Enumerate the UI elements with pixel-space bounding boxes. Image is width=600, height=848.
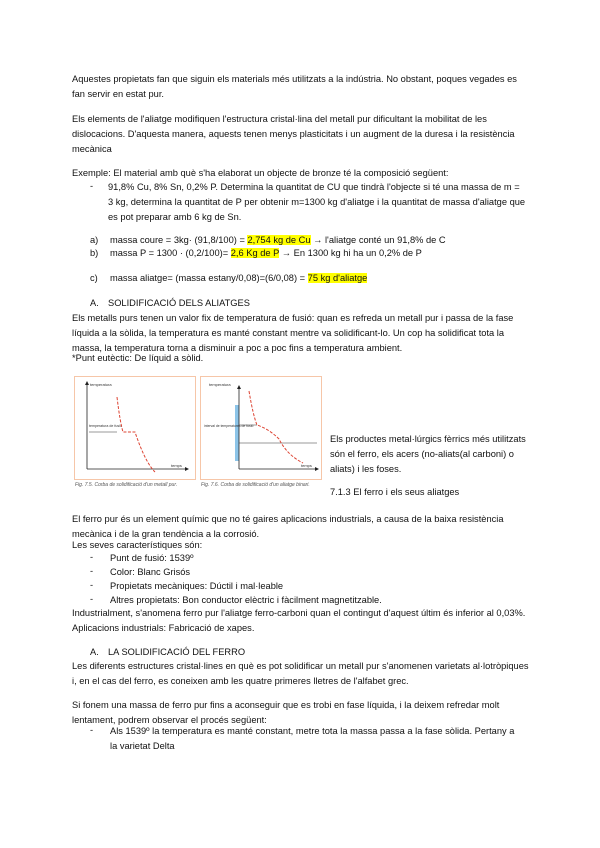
answer-c-text: massa aliatge= (massa estany/0,08)=(6/0,08) = xyxy=(110,273,308,283)
example-bullet: 91,8% Cu, 8% Sn, 0,2% P. Determina la quantitat de CU que tindrà l'objecte si té una massa de m = 3 kg, determina la quantitat de P per obtenir m=1300 kg d'aliatge i la quantitat de massa d'aliatge que es pot preparar amb 6 kg de Sn. xyxy=(108,182,526,222)
iron-dash-3: - xyxy=(90,580,94,590)
iron-paragraph-2: Les seves característiques són: xyxy=(72,540,203,550)
figure-left-caption: Fig. 7.5. Corba de solidificació d'un metall pur. xyxy=(75,482,178,488)
iron-dash-2: - xyxy=(90,566,94,576)
iron-item-2: Color: Blanc Grisós xyxy=(110,567,191,577)
example-title: Exemple: El material amb què s'ha elaborat un objecte de bronze té la composició següent: xyxy=(72,168,449,178)
answer-b xyxy=(110,246,540,261)
answer-b-label: b) xyxy=(90,248,99,258)
eutectic-note: *Punt eutèctic: De líquid a sòlid. xyxy=(72,353,204,363)
figure-pure-metal xyxy=(74,376,196,480)
section-a-heading: SOLIDIFICACIÓ DELS ALIATGES xyxy=(108,298,250,308)
figure-alloy xyxy=(200,376,322,480)
right-ylabel: temperatura xyxy=(209,382,231,387)
left-cooling-line xyxy=(117,397,155,472)
right-cooling-line xyxy=(249,391,303,463)
left-xlabel: temps xyxy=(171,463,182,468)
alloy-cooling-curve xyxy=(201,377,321,479)
example-dash: - xyxy=(90,181,94,191)
answer-b-text: massa P = 1300 · (0,2/100)= xyxy=(110,248,231,258)
section-b-heading: LA SOLIDIFICACIÓ DEL FERRO xyxy=(108,647,246,657)
side-text: Els productes metal·lúrgics fèrrics més utilitzats són el ferro, els acers (no-aliats(al carboni) o aliats) i les foses. xyxy=(330,434,526,474)
pure-metal-cooling-curve xyxy=(75,377,195,479)
section-b-paragraph-1: Les diferents estructures cristal·lines en què es pot solidificar un metall pur s'anomenen varietats al·lotròpiques i, en el cas del ferro, es coneixen amb les quatre primeres lletres de l'alfabet grec. xyxy=(72,661,529,686)
answer-b-note: → En 1300 kg hi ha un 0,2% de P xyxy=(279,248,422,258)
iron-item-3: Propietats mecàniques: Dúctil i mal·leable xyxy=(110,581,284,591)
left-ylabel: temperatura xyxy=(90,382,112,387)
right-xlabel: temps xyxy=(301,463,312,468)
iron-paragraph-1: El ferro pur és un element químic que no té gaires aplicacions industrials, a causa de la baixa resistència mecànica i de la gran tendència a la corrosió. xyxy=(72,514,504,539)
iron-paragraph-3: Industrialment, s'anomena ferro pur l'aliatge ferro-carboni quan el contingut d'aquest últim és inferior al 0,03%. Aplicacions industrials: Fabricació de xapes. xyxy=(72,608,526,633)
iron-dash-4: - xyxy=(90,594,94,604)
section-b-paragraph-2: Si fonem una massa de ferro pur fins a aconseguir que es trobi en fase líquida, i la deixem refredar molt lentament, podrem observar el procés següent: xyxy=(72,700,500,725)
iron-item-4: Altres propietats: Bon conductor elèctric i fàcilment magnetitzable. xyxy=(110,595,382,605)
answer-a-text: massa coure = 3kg· (91,8/100) = xyxy=(110,235,248,245)
intro-paragraph-2: Els elements de l'aliatge modifiquen l'estructura cristal·lina del metall pur dificultant la mobilitat de les dislocacions. D'aquesta manera, aquests tenen menys plasticitats i un augment de la duresa i la resistència mecànica xyxy=(72,114,515,154)
answer-a-highlight: 2,754 kg de Cu xyxy=(247,235,311,245)
intro-paragraph-1: Aquestes propietats fan que siguin els materials més utilitzats a la indústria. No obstant, poques vegades es fan servir en estat pur. xyxy=(72,74,517,99)
section-b-dash: - xyxy=(90,725,94,735)
answer-c-label: c) xyxy=(90,273,98,283)
section-a-label: A. xyxy=(90,298,99,308)
section-a-body: Els metalls purs tenen un valor fix de temperatura de fusió: quan es refreda un metall pur i passa de la fase líquida a la sòlida, la temperatura es manté constant mentre va solidificant-lo. Un cop ha solidificat tota la massa, la temperatura torna a disminuir a poc a poc fins a temperatura ambient. xyxy=(72,313,514,353)
answer-c-highlight: 75 kg d'aliatge xyxy=(307,273,368,283)
figure-right-caption: Fig. 7.6. Corba de solidificació d'un aliatge binari. xyxy=(201,482,310,488)
iron-item-1: Punt de fusió: 1539º xyxy=(110,553,194,563)
left-mark-label: temperatura de fusió xyxy=(89,424,122,428)
side-heading: 7.1.3 El ferro i els seus aliatges xyxy=(330,487,460,497)
right-mark-label: interval de temperatures de fusió xyxy=(204,424,254,428)
answer-a-label: a) xyxy=(90,235,99,245)
answer-a-note: → l'aliatge conté un 91,8% de C xyxy=(310,235,446,245)
section-b-item: Als 1539º la temperatura es manté constant, metre tota la massa passa a la fase sòlida. Pertany a la varietat Delta xyxy=(110,726,515,751)
iron-dash-1: - xyxy=(90,552,94,562)
section-b-label: A. xyxy=(90,647,99,657)
answer-b-highlight: 2,6 Kg de P xyxy=(230,248,280,258)
answer-c xyxy=(110,271,540,286)
